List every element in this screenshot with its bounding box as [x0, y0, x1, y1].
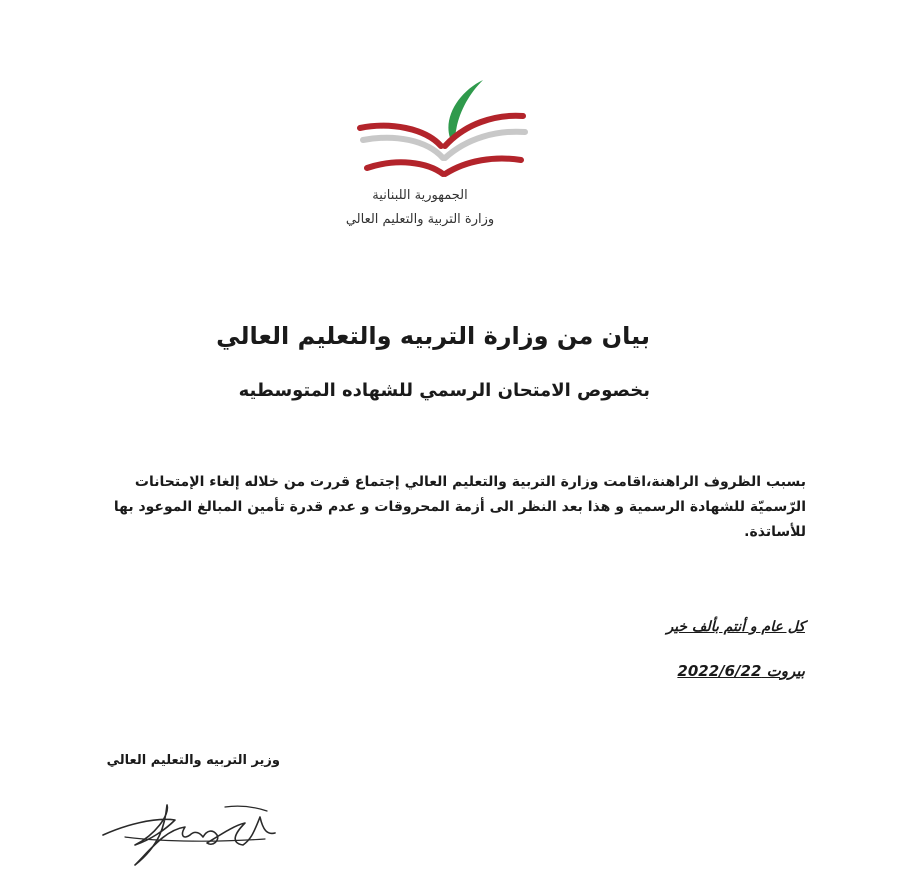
signature: [95, 795, 280, 870]
greeting: كل عام و أنتم بألف خير: [666, 619, 805, 635]
minister-title: وزير التربيه والتعليم العالي: [106, 753, 280, 768]
statement-body: بسبب الظروف الراهنة،اقامت وزارة التربية والتعليم العالي إجتماع قررت من خلاله إلغاء الإمتحانات الرّسميّة للشهادة الرسمية و هذا بعد النظر الى أزمة المحروقات و عدم قدرة تأمين المبالغ الموعود بها للأساتذة.: [113, 474, 806, 540]
ministry-name: وزارة التربية والتعليم العالي: [345, 212, 495, 227]
ministry-logo: [355, 76, 530, 181]
dateline: بيروت 2022/6/22: [677, 662, 805, 680]
statement-title: بيان من وزارة التربيه والتعليم العالي: [216, 322, 650, 350]
statement-subtitle: بخصوص الامتحان الرسمي للشهاده المتوسطيه: [238, 380, 650, 401]
country-name: الجمهورية اللبنانية: [372, 188, 468, 203]
